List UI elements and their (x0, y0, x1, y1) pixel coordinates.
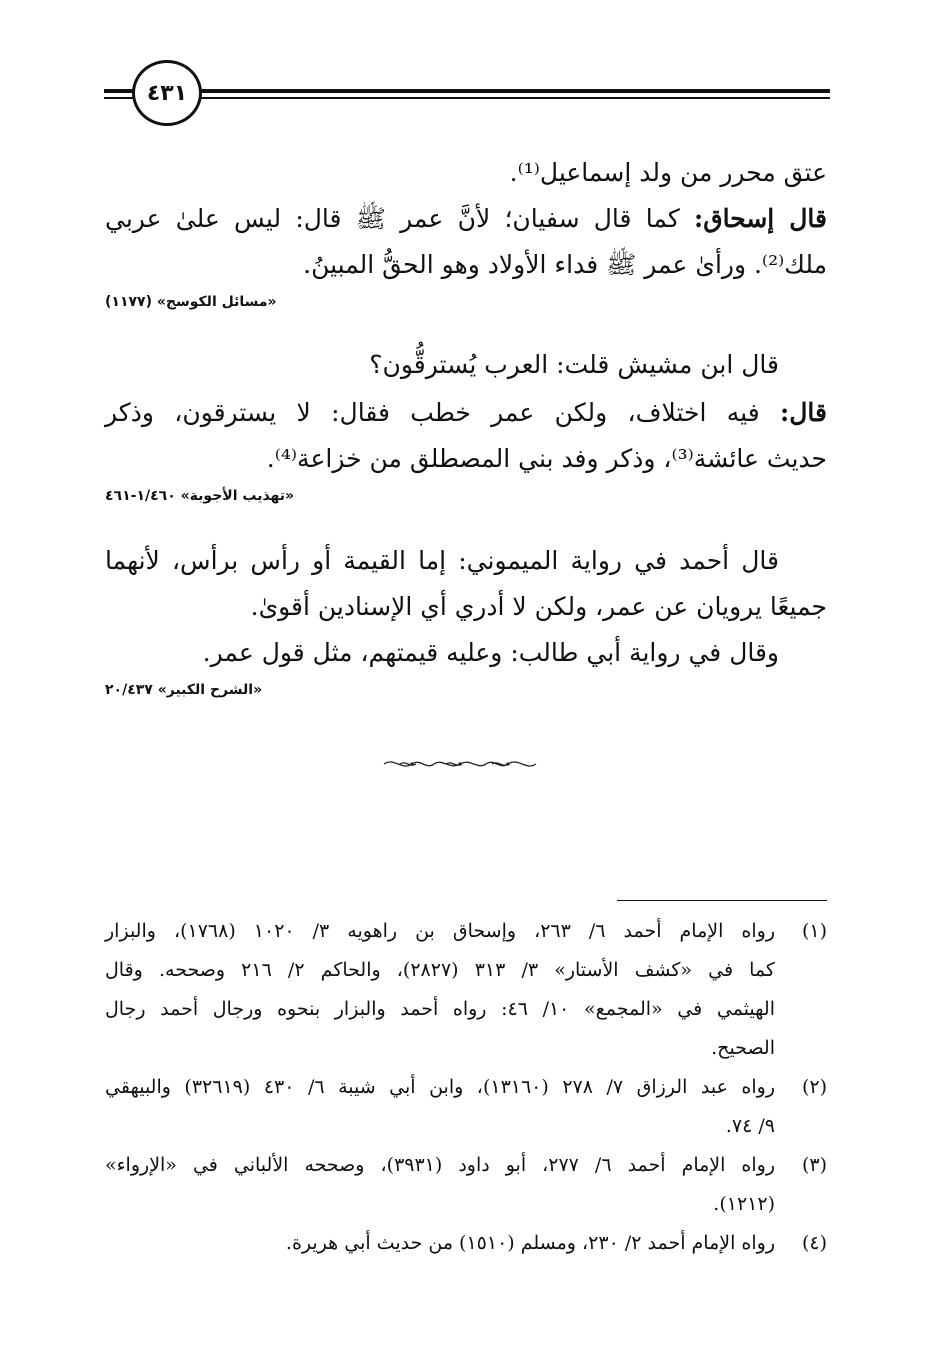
footnote-number: (٢) (801, 1076, 827, 1098)
footnote-4 (105, 1224, 827, 1263)
text-line: حديث عائشة⁽³⁾، وذكر وفد بني المصطلق من خزاعة⁽⁴⁾. (266, 444, 827, 473)
source-citation: «تهذيب الأجوبة» ١/٤٦٠-٤٦١ (105, 488, 295, 504)
footnote-line: (١٢١٢). (713, 1193, 775, 1215)
section-divider-ornament-icon (380, 755, 540, 773)
header-rule-thin (104, 97, 830, 99)
paragraph-1 (105, 150, 827, 196)
footnote-3 (105, 1146, 827, 1224)
text-line (105, 196, 827, 242)
text-span: كما قال سفيان؛ لأنَّ عمر ﷺ قال: ليس علىٰ عربي (105, 204, 680, 233)
paragraph-3 (105, 342, 827, 388)
paragraph-4 (105, 390, 827, 510)
text-line: قال ابن مشيش قلت: العرب يُسترقُّون؟ (369, 350, 779, 379)
footnote-text (105, 1146, 775, 1224)
text-line: وقال في رواية أبي طالب: وعليه قيمتهم، مثل قول عمر. (202, 638, 779, 667)
footnote-number: (٤) (801, 1232, 827, 1254)
footnote-text (105, 912, 775, 1068)
paragraph-2 (105, 196, 827, 316)
header-rule-thick (104, 89, 830, 93)
paragraph-5 (105, 538, 827, 704)
footnote-separator (617, 900, 827, 901)
footnote-line: الصحيح. (711, 1037, 775, 1059)
text-line: عتق محرر من ولد إسماعيل⁽¹⁾. (509, 158, 827, 187)
footnote-line: رواه الإمام أحمد ٢/ ٢٣٠، ومسلم (١٥١٠) من حديث أبي هريرة. (285, 1232, 775, 1254)
source-citation: «مسائل الكوسج» (١١٧٧) (105, 294, 277, 310)
page-number-badge (132, 60, 202, 126)
footnote-line: رواه عبد الرزاق ٧/ ٢٧٨ (١٣١٦٠)، وابن أبي شيبة ٦/ ٤٣٠ (٣٢٦١٩) والبيهقي (105, 1076, 776, 1098)
source-citation: «الشرح الكبير» ٢٠/٤٣٧ (105, 682, 263, 698)
speaker-label: قال: (780, 398, 827, 427)
footnote-line: كما في «كشف الأستار» ٣/ ٣١٣ (٢٨٢٧)، والحاكم ٢/ ٢١٦ وصححه. وقال (105, 959, 775, 981)
footnote-line: رواه الإمام أحمد ٦/ ٢٦٣، وإسحاق بن راهويه ٣/ ١٠٢٠ (١٧٦٨)، والبزار (105, 920, 776, 942)
text-line: ملك⁽²⁾. ورأىٰ عمر ﷺ فداء الأولاد وهو الحقُّ المبينُ. (303, 250, 827, 279)
page-number: ٤٣١ (146, 80, 188, 106)
footnotes (105, 912, 827, 1263)
footnote-line: ٩/ ٧٤. (725, 1115, 775, 1137)
text-line: قال أحمد في رواية الميموني: إما القيمة أو رأس برأس، لأنهما (105, 546, 779, 575)
footnote-number: (١) (801, 920, 827, 942)
footnote-line: رواه الإمام أحمد ٦/ ٢٧٧، أبو داود (٣٩٣١)، وصححه الألباني في «الإرواء» (105, 1154, 776, 1176)
footnote-text (105, 1068, 775, 1146)
page-header (104, 60, 830, 130)
footnote-2 (105, 1068, 827, 1146)
footnote-text (105, 1224, 775, 1263)
speaker-label: قال إسحاق: (693, 204, 827, 233)
footnote-1 (105, 912, 827, 1068)
text-line (105, 390, 827, 436)
footnote-number: (٣) (801, 1154, 827, 1176)
footnote-line: الهيثمي في «المجمع» ١٠/ ٤٦: رواه أحمد والبزار بنحوه ورجال أحمد رجال (105, 998, 775, 1020)
text-line: جميعًا يرويان عن عمر، ولكن لا أدري أي الإسنادين أقوىٰ. (250, 592, 827, 621)
text-span: فيه اختلاف، ولكن عمر خطب فقال: لا يسترقون، وذكر (105, 398, 760, 427)
